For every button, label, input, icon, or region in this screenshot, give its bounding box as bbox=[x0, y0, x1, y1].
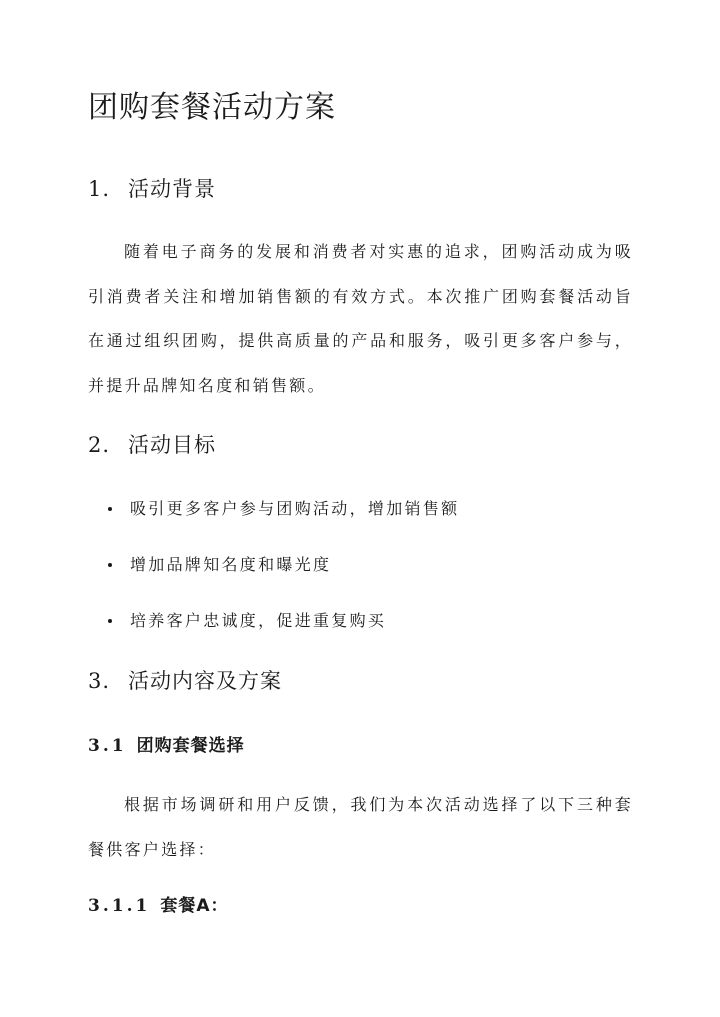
subsection-3-1-number: 3.1 bbox=[88, 736, 127, 756]
section-2-heading bbox=[88, 430, 216, 460]
section-1-heading bbox=[88, 174, 216, 204]
bullet-icon bbox=[108, 507, 112, 511]
section-2-number: 2. bbox=[88, 433, 111, 457]
subsection-3-1-heading bbox=[88, 733, 245, 759]
section-3-heading bbox=[88, 666, 282, 696]
list-item-text: 增加品牌知名度和曝光度 bbox=[130, 555, 332, 574]
section-1-paragraph: 随着电子商务的发展和消费者对实惠的追求，团购活动成为吸引消费者关注和增加销售额的有效方式。本次推广团购套餐活动旨在通过组织团购，提供高质量的产品和服务，吸引更多客户参与，并提升品牌知名度和销售额。 bbox=[88, 242, 633, 395]
section-2-title: 活动目标 bbox=[128, 433, 216, 457]
subsection-3-1-1-number: 3.1.1 bbox=[88, 896, 151, 916]
section-1-title: 活动背景 bbox=[128, 177, 216, 201]
bullet-icon bbox=[108, 563, 112, 567]
subsection-3-1-1-title: 套餐A： bbox=[160, 896, 229, 916]
list-item-text: 培养客户忠诚度，促进重复购买 bbox=[130, 611, 387, 630]
section-3-title: 活动内容及方案 bbox=[128, 669, 282, 693]
section-1-number: 1. bbox=[88, 177, 111, 201]
subsection-3-1-paragraph: 根据市场调研和用户反馈，我们为本次活动选择了以下三种套餐供客户选择： bbox=[88, 795, 633, 859]
bullet-icon bbox=[108, 619, 112, 623]
subsection-3-1-title: 团购套餐选择 bbox=[136, 736, 245, 756]
document-title: 团购套餐活动方案 bbox=[88, 90, 336, 125]
subsection-3-1-1-heading bbox=[88, 893, 229, 919]
list-item-text: 吸引更多客户参与团购活动，增加销售额 bbox=[130, 499, 460, 518]
section-3-number: 3. bbox=[88, 669, 111, 693]
